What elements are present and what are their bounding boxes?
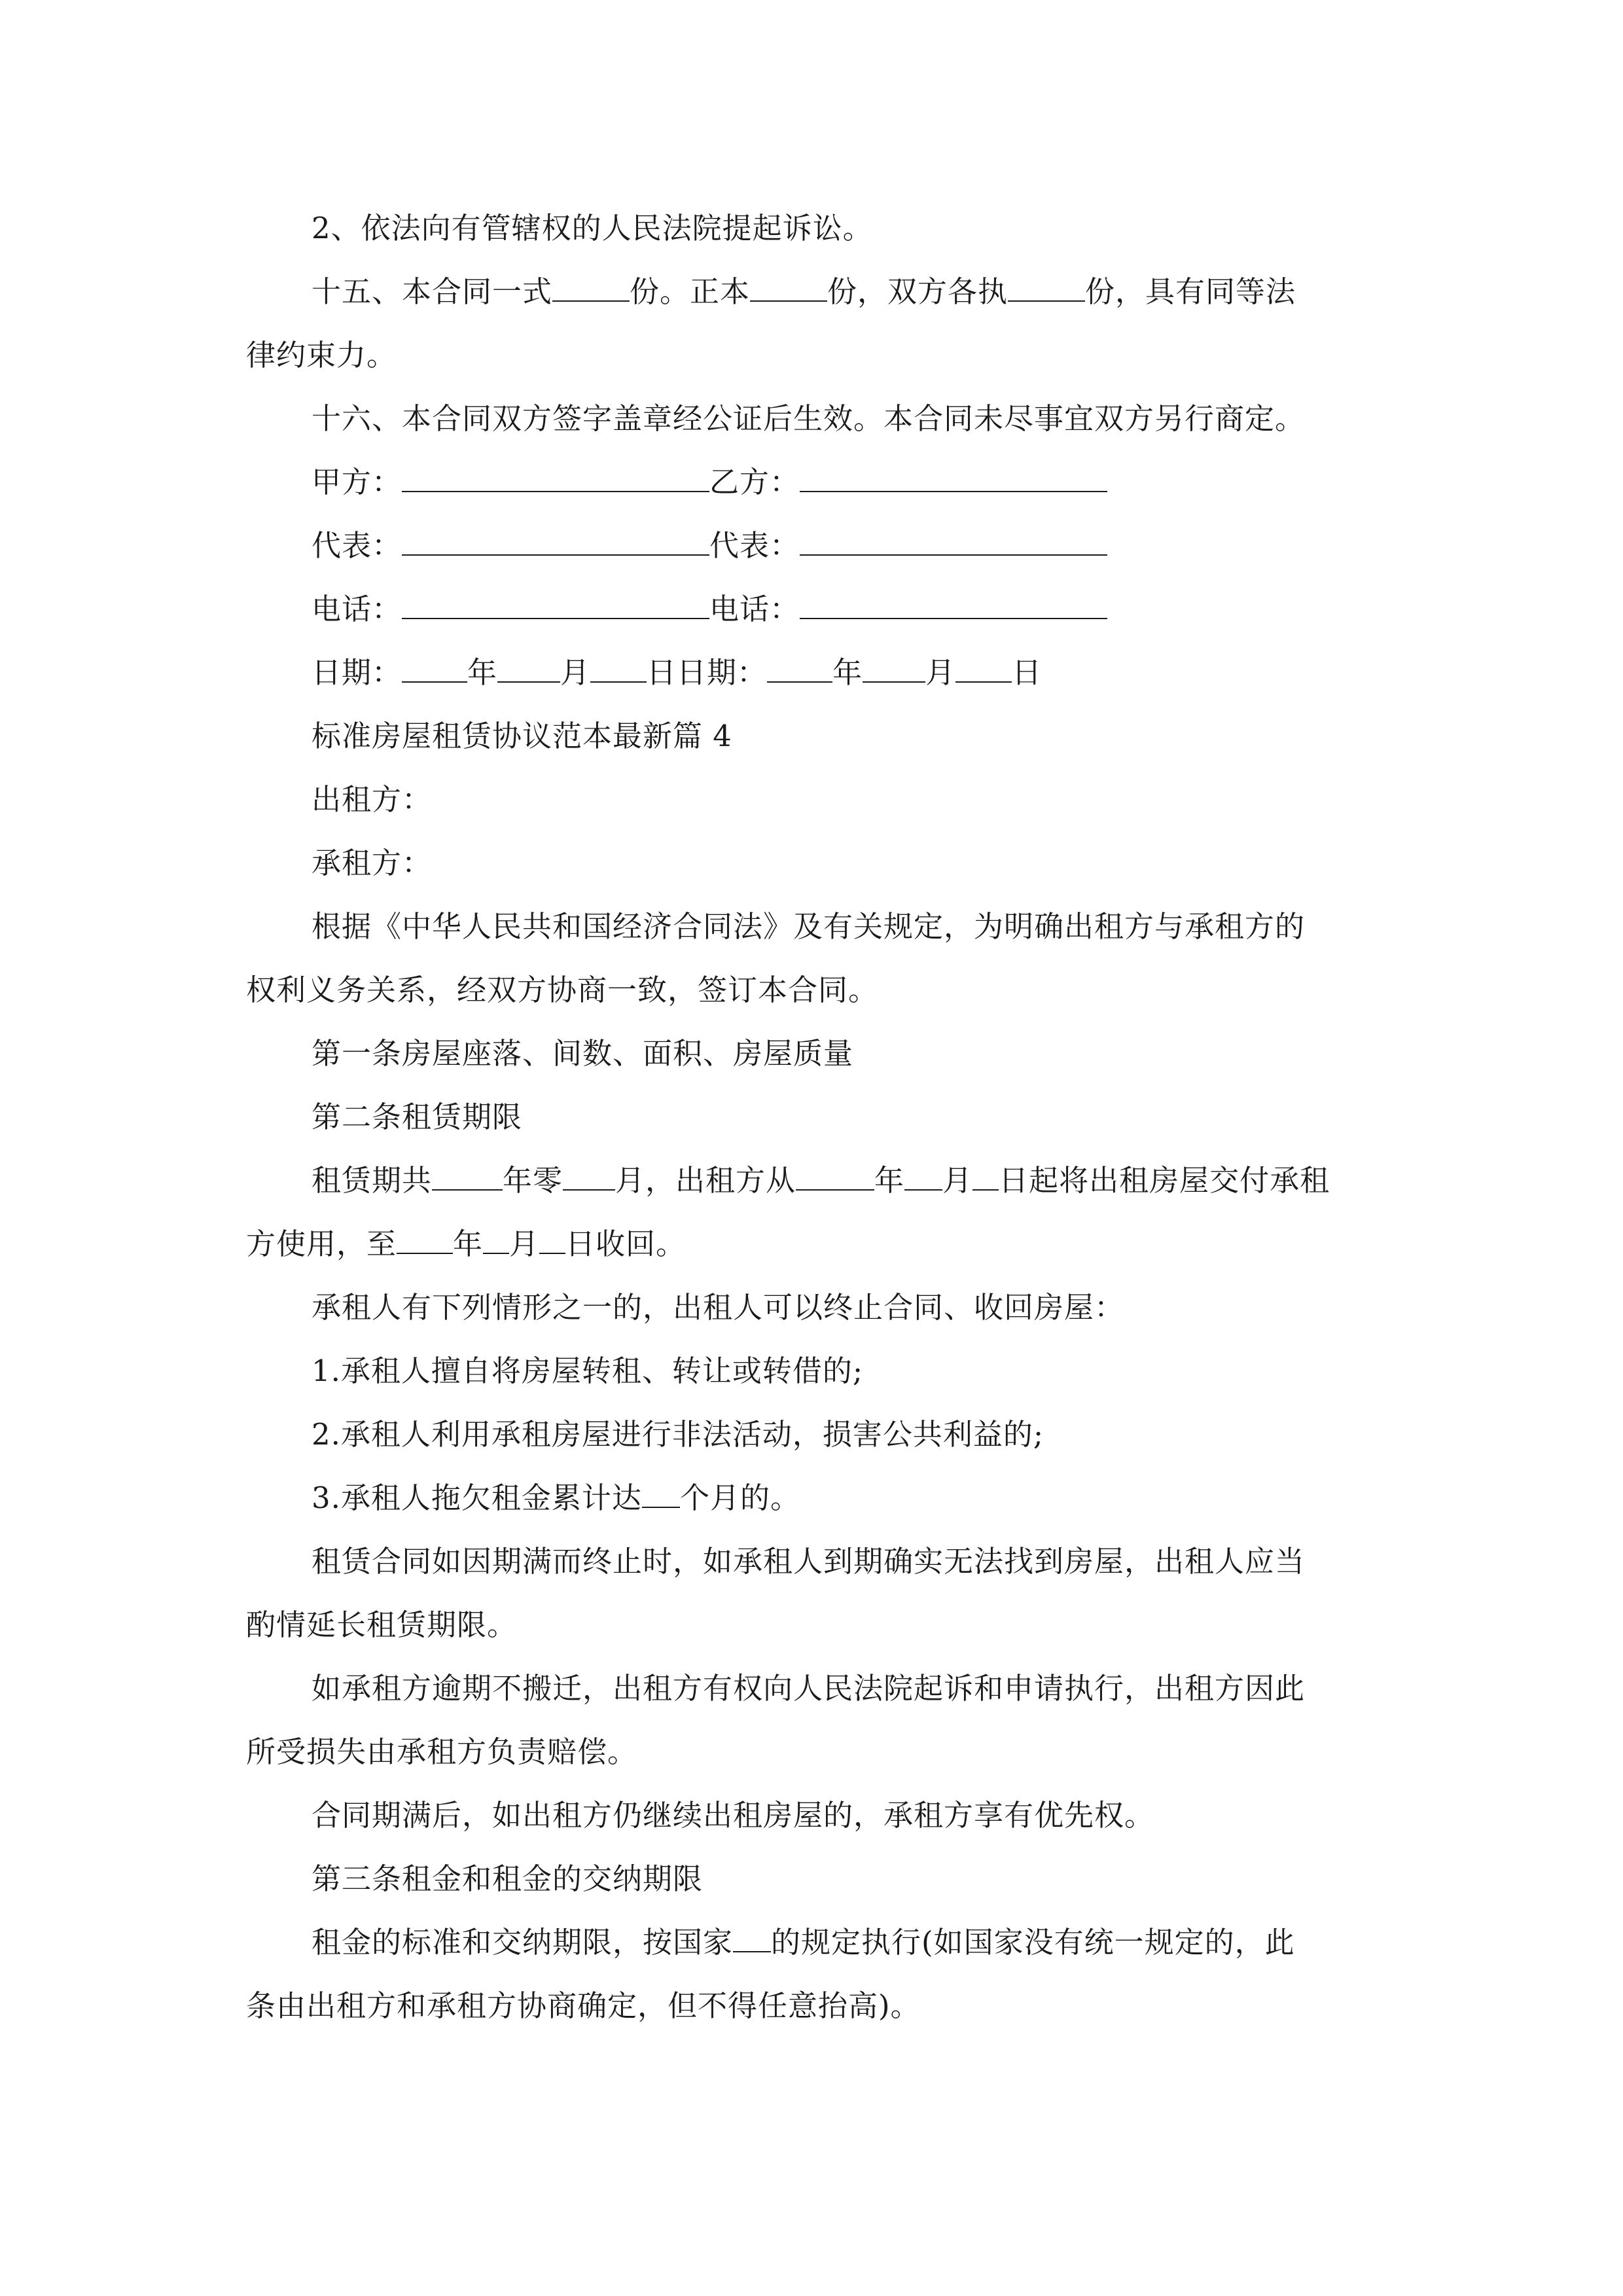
date-a-month-blank — [497, 659, 560, 683]
party-b-blank — [800, 469, 1107, 492]
paragraph-rent: 租金的标准和交纳期限，按国家 的规定执行(如国家没有统一规定的，此 — [312, 1925, 1295, 1960]
list-item: 2.承租人利用承租房屋进行非法活动，损害公共利益的; — [312, 1417, 1044, 1452]
paragraph-lease-term: 租赁期共 年零 月，出租方从 年 月 日起将出租房屋交付承租 — [312, 1163, 1330, 1198]
paragraph-termination-intro: 承租人有下列情形之一的，出租人可以终止合同、收回房屋： — [312, 1290, 1125, 1325]
paragraph-article-16: 十六、本合同双方签字盖章经公证后生效。本合同未尽事宜双方另行商定。 — [312, 401, 1306, 436]
start-day-blank — [972, 1167, 999, 1191]
lessor-label: 出租方： — [312, 782, 433, 817]
paragraph-intro-cont: 权利义务关系，经双方协商一致，签订本合同。 — [246, 973, 879, 1007]
list-item: 1.承租人擅自将房屋转租、转让或转借的; — [312, 1354, 864, 1388]
paragraph-rent-cont: 条由出租方和承租方协商确定，但不得任意抬高)。 — [246, 1988, 921, 2023]
representative-b-blank — [800, 532, 1107, 556]
date-a-year-blank — [402, 659, 467, 683]
paragraph-article-15: 十五、本合同一式 份。正本 份，双方各执 份，具有同等法 — [312, 274, 1296, 309]
paragraph-lease-term-cont: 方使用，至 年 月 日收回。 — [246, 1227, 687, 1261]
signature-representative-row: 代表： 代表： — [246, 514, 1385, 577]
copies-total-blank — [552, 278, 630, 302]
start-year-blank — [796, 1167, 874, 1191]
date-a-day-blank — [590, 659, 647, 683]
contract-body — [246, 196, 1385, 2037]
signature-date-row: 日期： 年 月 日日期： 年 月 日 — [312, 655, 1043, 690]
term-months-blank — [563, 1167, 615, 1191]
paragraph-expiry-cont: 酌情延长租赁期限。 — [246, 1607, 518, 1642]
article-2-heading: 第二条租赁期限 — [312, 1100, 523, 1134]
paragraph-overdue-cont: 所受损失由承租方负责赔偿。 — [246, 1734, 638, 1769]
paragraph-expiry: 租赁合同如因期满而终止时，如承租人到期确实无法找到房屋，出租人应当 — [312, 1544, 1306, 1579]
paragraph-priority: 合同期满后，如出租方仍继续出租房屋的，承租方享有优先权。 — [312, 1798, 1155, 1833]
party-a-blank — [402, 469, 709, 492]
signature-party-row: 甲方： 乙方： — [246, 450, 1385, 514]
rent-standard-blank — [733, 1929, 771, 1952]
date-b-month-blank — [863, 659, 925, 683]
copies-original-blank — [750, 278, 827, 302]
article-1-heading: 第一条房屋座落、间数、面积、房屋质量 — [312, 1036, 854, 1071]
paragraph-lawsuit-clause: 2、依法向有管辖权的人民法院提起诉讼。 — [312, 211, 873, 245]
representative-a-blank — [402, 532, 709, 556]
start-month-blank — [904, 1167, 942, 1191]
paragraph-article-15-cont: 律约束力。 — [246, 338, 397, 372]
term-years-blank — [432, 1167, 503, 1191]
end-year-blank — [397, 1230, 453, 1254]
end-day-blank — [539, 1230, 565, 1254]
end-month-blank — [483, 1230, 509, 1254]
date-b-day-blank — [955, 659, 1012, 683]
phone-a-blank — [402, 596, 709, 619]
paragraph-overdue: 如承租方逾期不搬迁，出租方有权向人民法院起诉和申请执行，出租方因此 — [312, 1671, 1306, 1706]
paragraph-intro: 根据《中华人民共和国经济合同法》及有关规定，为明确出租方与承租方的 — [312, 909, 1306, 944]
phone-b-blank — [800, 596, 1107, 619]
date-b-year-blank — [767, 659, 832, 683]
article-3-heading: 第三条租金和租金的交纳期限 — [312, 1861, 704, 1896]
list-item: 3.承租人拖欠租金累计达 个月的。 — [312, 1480, 800, 1515]
copies-each-blank — [1008, 278, 1085, 302]
lessee-label: 承租方： — [312, 846, 433, 880]
section-title: 标准房屋租赁协议范本最新篇 4 — [312, 719, 732, 753]
signature-phone-row: 电话： 电话： — [246, 577, 1385, 641]
arrears-months-blank — [642, 1484, 680, 1508]
